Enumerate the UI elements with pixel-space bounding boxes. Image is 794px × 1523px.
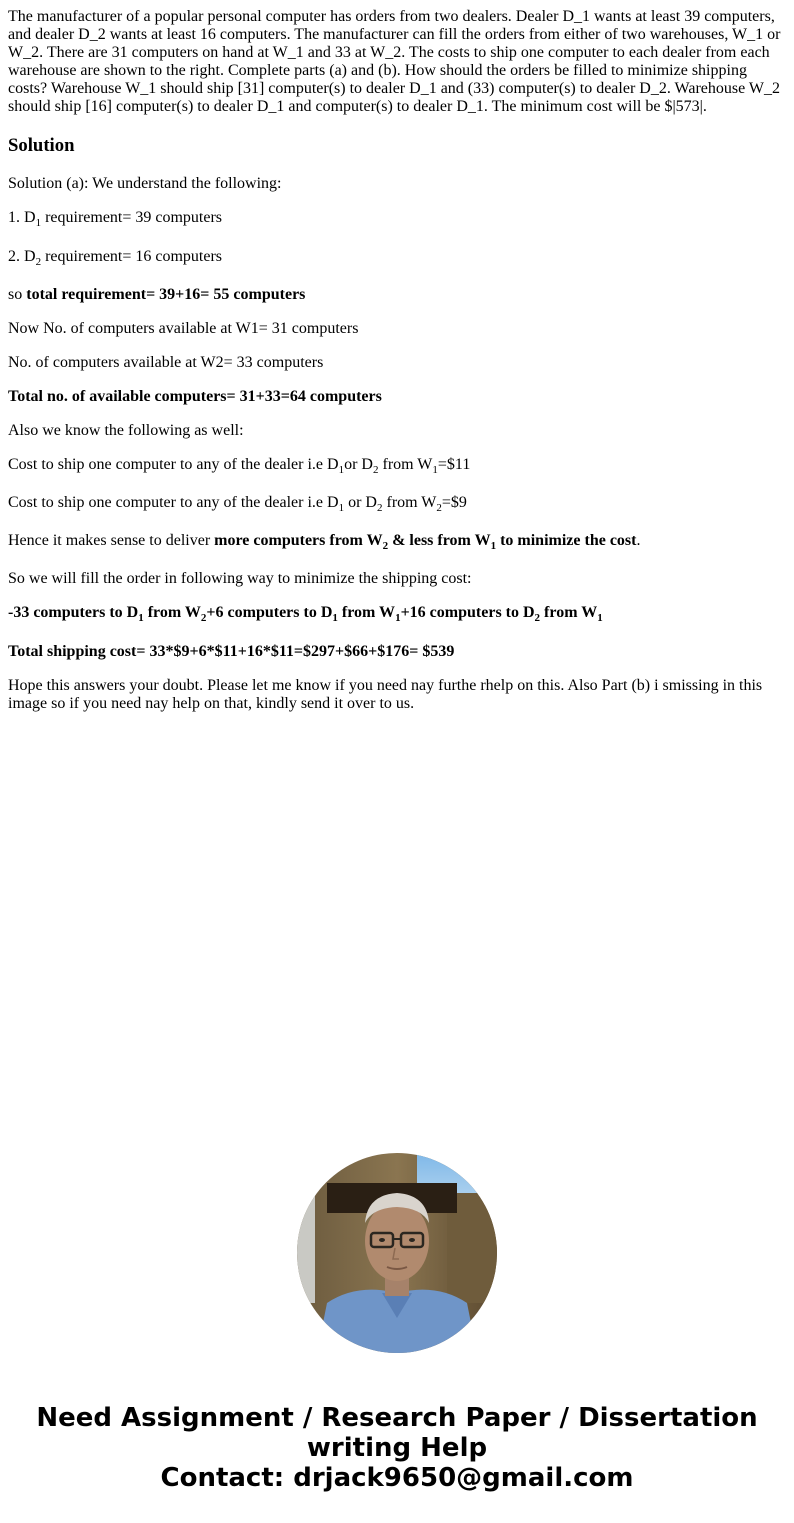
portrait-image bbox=[297, 1153, 497, 1353]
footer-banner bbox=[0, 1403, 794, 1493]
hence-statement: Hence it makes sense to deliver more computers from $W_2$ & less from $W_1$ to minimize the cost. bbox=[8, 532, 641, 552]
author-avatar bbox=[297, 1153, 497, 1353]
total-available: Total no. of available computers= 31+33=64 computers bbox=[8, 388, 382, 405]
solution-intro: Solution (a): We understand the following: bbox=[8, 175, 282, 192]
requirement-d1: 1. $D_1$ requirement= 39 computers bbox=[8, 209, 223, 229]
question-text: The manufacturer of a popular personal computer has orders from two dealers. Dealer D_1 wants at least 39 computers, and dealer D_2 wants at least 16 computers. The manufacturer can fill the orders from either of two warehouses, W_1 or W_2. There are 31 computers on hand at W_1 and 33 at W_2. The costs to ship one computer to each dealer from each warehouse are shown to the right. Complete parts (a) and (b). How should the orders be filled to minimize shipping costs? Warehouse W_1 should ship [31] computer(s) to dealer D_1 and (33) computer(s) to dealer D_2. Warehouse W_2 should ship [16] computer(s) to dealer D_1 and computer(s) to dealer D_1. The minimum cost will be $|573|. bbox=[8, 8, 781, 115]
shipping-plan: -33 computers to $D_1$ from $W_2+6$ computers to $D_1$ from $W_1+16$ computers to $D_2$ from $W_1$ bbox=[8, 604, 603, 624]
closing-note: Hope this answers your doubt. Please let me know if you need nay furthe rhelp on this. Also Part (b) i smissing in this image so if you need nay help on that, kindly send it over to us. bbox=[8, 677, 763, 712]
available-w1: Now No. of computers available at W1= 31 computers bbox=[8, 320, 359, 337]
total-requirement: so total requirement= 39+16= 55 computers bbox=[8, 286, 306, 303]
fill-way: So we will fill the order in following way to minimize the shipping cost: bbox=[8, 570, 472, 587]
also-know: Also we know the following as well: bbox=[8, 422, 244, 439]
cost-from-w2: Cost to ship one computer to any of the dealer i.e $D_1$ or $D_2$ from $W_2=\$9$ bbox=[8, 494, 467, 514]
footer-line-2: writing Help bbox=[306, 1433, 488, 1463]
requirement-d2: 2. $D_2$ requirement= 16 computers bbox=[8, 248, 223, 268]
question-block bbox=[8, 8, 786, 116]
footer-contact: Contact: drjack9650@gmail.com bbox=[160, 1463, 634, 1493]
total-shipping-cost: Total shipping cost= 33*$9+6*$11+16*$11=$297+$66+$176= $539 bbox=[8, 643, 455, 660]
solution-heading: Solution bbox=[8, 135, 75, 156]
available-w2: No. of computers available at W2= 33 computers bbox=[8, 354, 324, 371]
cost-from-w1: Cost to ship one computer to any of the dealer i.e $D_1or$ $D_2$ from $W_1=\$11$ bbox=[8, 456, 471, 476]
footer-line-1: Need Assignment / Research Paper / Dissertation bbox=[36, 1403, 758, 1433]
